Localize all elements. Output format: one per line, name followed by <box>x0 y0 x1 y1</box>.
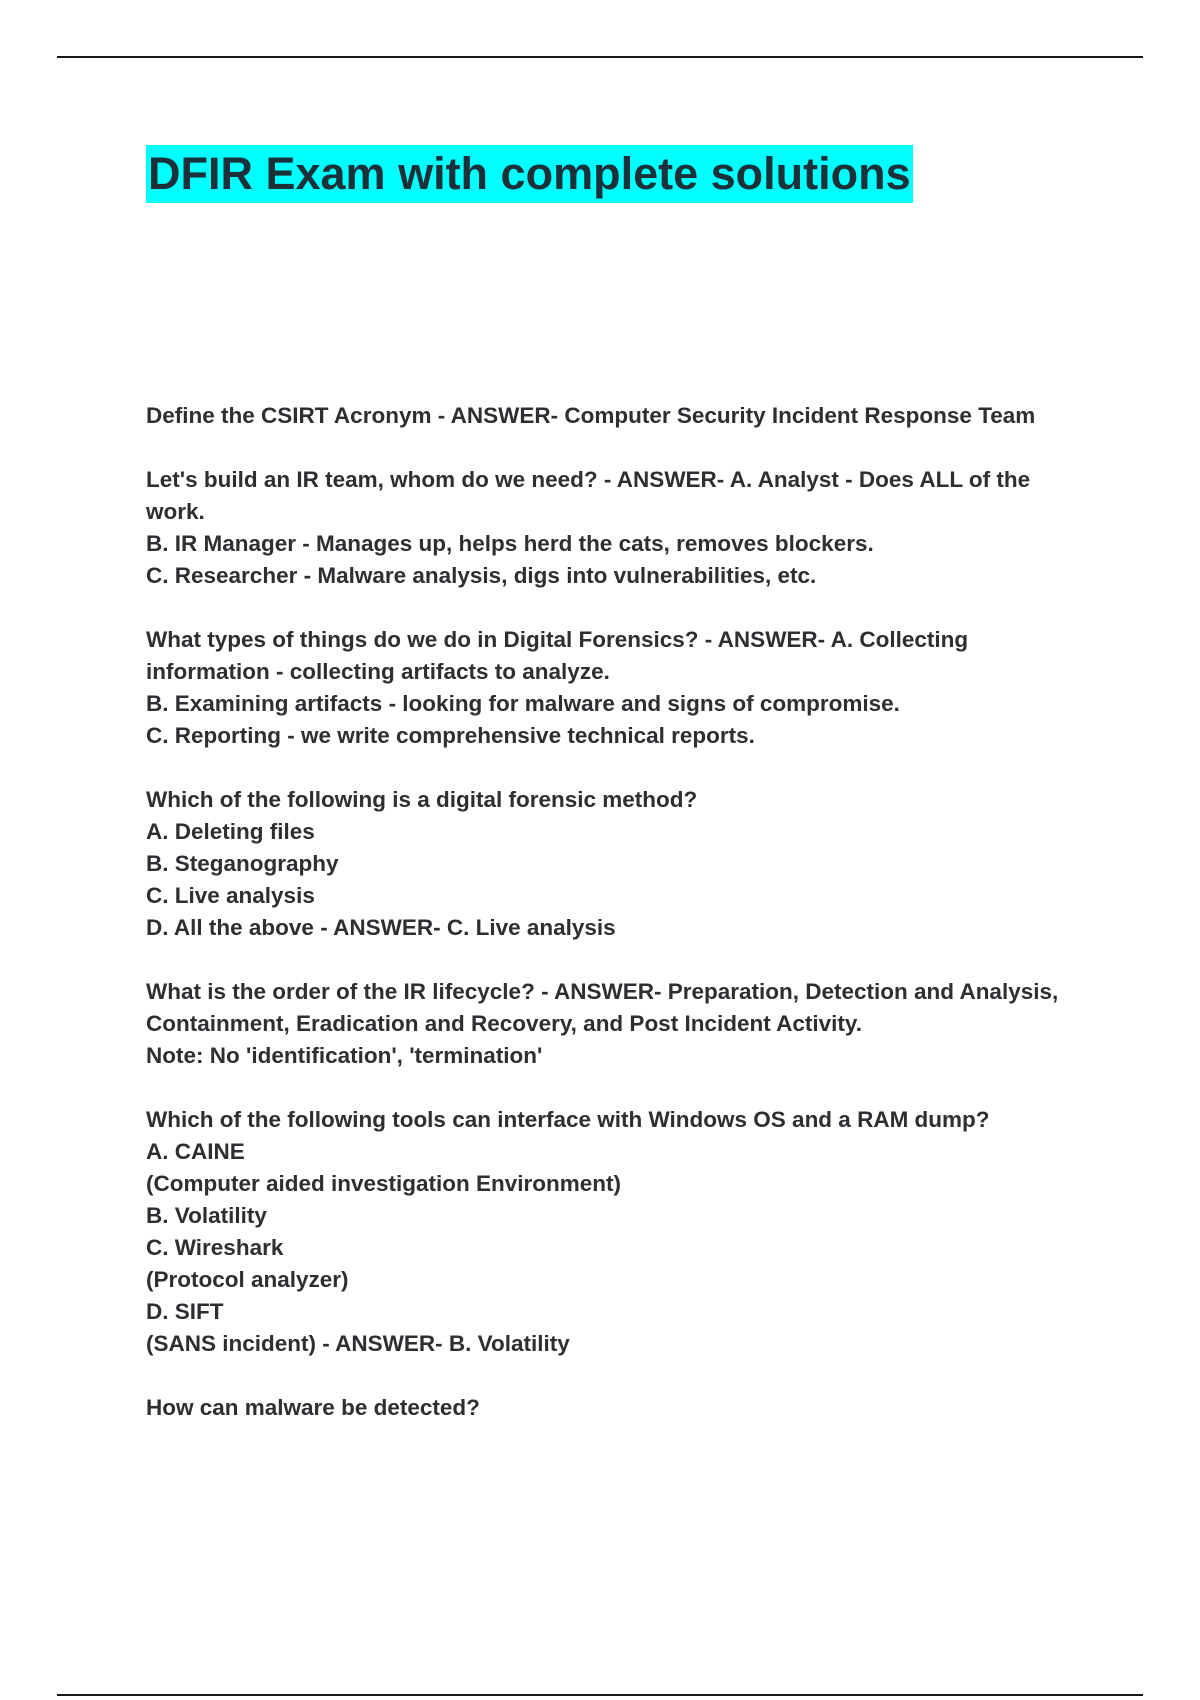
qa-item <box>146 400 1076 432</box>
text-line: B. Steganography <box>146 851 339 876</box>
text-line: B. Volatility <box>146 1203 267 1228</box>
text-line: C. Wireshark <box>146 1235 284 1260</box>
text-line: (Computer aided investigation Environment) <box>146 1171 622 1196</box>
bottom-rule <box>57 1694 1143 1696</box>
text-line: Note: No 'identification', 'termination' <box>146 1043 543 1068</box>
top-rule <box>57 56 1143 58</box>
text-line: B. IR Manager - Manages up, helps herd the cats, removes blockers. <box>146 531 874 556</box>
qa-item <box>146 976 1076 1072</box>
qa-item <box>146 1392 1076 1424</box>
text-line: Which of the following is a digital forensic method? <box>146 787 698 812</box>
text-line: A. Deleting files <box>146 819 315 844</box>
text-line: (SANS incident) - ANSWER- B. Volatility <box>146 1331 570 1356</box>
text-line: C. Researcher - Malware analysis, digs into vulnerabilities, etc. <box>146 563 817 588</box>
qa-item <box>146 624 1076 752</box>
document-body <box>146 400 1076 1456</box>
document-title: DFIR Exam with complete solutions <box>146 145 913 203</box>
text-line: B. Examining artifacts - looking for malware and signs of compromise. <box>146 691 900 716</box>
text-line: Which of the following tools can interface with Windows OS and a RAM dump? <box>146 1107 990 1132</box>
qa-item <box>146 784 1076 944</box>
text-line: D. All the above - ANSWER- C. Live analysis <box>146 915 616 940</box>
text-line: D. SIFT <box>146 1299 224 1324</box>
text-line: A. CAINE <box>146 1139 245 1164</box>
text-line: C. Reporting - we write comprehensive technical reports. <box>146 723 755 748</box>
text-line: How can malware be detected? <box>146 1395 480 1420</box>
qa-item <box>146 1104 1076 1360</box>
text-line: What types of things do we do in Digital Forensics? - ANSWER- A. Collecting information - collecting artifacts to analyze. <box>146 627 969 684</box>
text-line: What is the order of the IR lifecycle? - ANSWER- Preparation, Detection and Analysis, Containment, Eradication and Recovery, and Post Incident Activity. <box>146 979 1059 1036</box>
text-line: (Protocol analyzer) <box>146 1267 349 1292</box>
qa-item <box>146 464 1076 592</box>
text-line: C. Live analysis <box>146 883 315 908</box>
text-line: Let's build an IR team, whom do we need? - ANSWER- A. Analyst - Does ALL of the work. <box>146 467 1031 524</box>
text-line: Define the CSIRT Acronym - ANSWER- Computer Security Incident Response Team <box>146 403 1036 428</box>
